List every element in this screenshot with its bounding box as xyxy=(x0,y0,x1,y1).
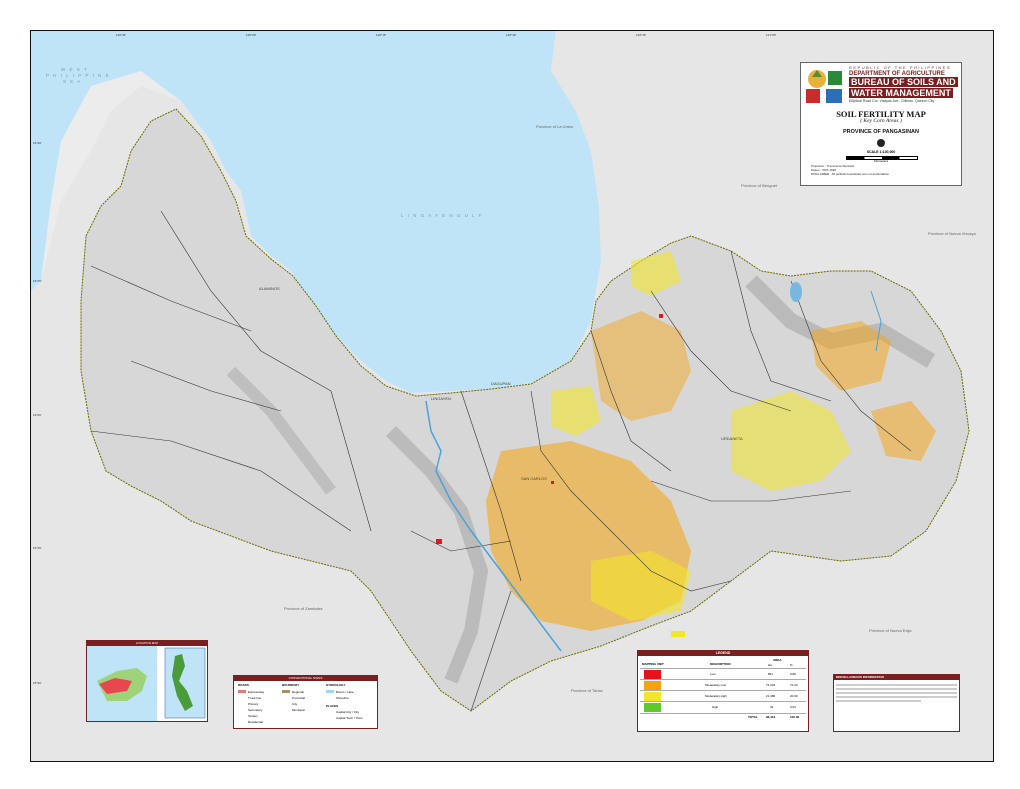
republic-text: REPUBLIC OF THE PHILIPPINES xyxy=(849,65,951,70)
sign-item: Expressway xyxy=(248,690,265,694)
lon-tick: 120°30' xyxy=(506,33,517,37)
projection-value: Transverse Mercator xyxy=(826,164,855,168)
town-label: ALAMINOS xyxy=(259,286,280,291)
legend-pct: 0.86 xyxy=(790,672,796,676)
sign-item: Rivers / Lake xyxy=(336,690,354,694)
sign-item: Provincial xyxy=(292,696,306,700)
lon-tick: 121°00' xyxy=(766,33,777,37)
province-label-benguet: Province of Benguet xyxy=(741,183,778,188)
lon-tick: 120°45' xyxy=(636,33,647,37)
legend-pct: 72.33 xyxy=(790,683,798,687)
legend-swatch-moderately-low xyxy=(644,681,661,690)
town-label: LINGAYEN xyxy=(431,396,451,401)
signs-col-hydrology: HYDROLOGY xyxy=(326,683,346,687)
misc-title: MISCELLANEOUS INFORMATION xyxy=(834,675,959,680)
legend-col-area: AREA xyxy=(773,658,782,662)
sign-item: Municipal xyxy=(292,708,305,712)
sign-item: City xyxy=(292,702,298,706)
bureau-line-1: BUREAU OF SOILS AND xyxy=(851,77,956,87)
province-label-zambales: Province of Zambales xyxy=(284,606,323,611)
legend-swatch-moderately-high xyxy=(644,692,661,701)
misc-info xyxy=(833,674,960,732)
projection-label: Projection xyxy=(811,164,825,168)
title-block xyxy=(800,62,962,186)
legend-ha: 42 xyxy=(770,705,774,709)
lat-tick: 15°30' xyxy=(33,681,42,685)
scale-unit: Kilometers xyxy=(873,159,889,163)
town-label: URDANETA xyxy=(721,436,743,441)
sign-item: Shoreline xyxy=(336,696,349,700)
map-subtitle: ( Key Corn Areas ) xyxy=(860,118,902,124)
sign-item: Primary xyxy=(248,702,259,706)
signs-col-boundary: BOUNDARY xyxy=(282,683,300,687)
lon-tick: 120°00' xyxy=(246,33,257,37)
legend-desc: High xyxy=(712,705,719,709)
misc-text-block xyxy=(834,680,959,706)
boundary-swatch xyxy=(282,690,290,693)
province-label-la-union: Province of La Union xyxy=(536,124,574,129)
north-arrow-icon xyxy=(877,139,885,147)
department-text: DEPARTMENT OF AGRICULTURE xyxy=(849,71,945,77)
legend-col-desc: DESCRIPTION xyxy=(710,662,731,666)
conventional-signs xyxy=(233,675,378,729)
signs-col-roads: ROADS xyxy=(238,683,249,687)
province-name: PROVINCE OF PANGASINAN xyxy=(843,129,919,135)
bswm-logo-icon xyxy=(804,65,844,105)
lat-tick: 16°15' xyxy=(33,279,42,283)
legend-total-ha: 96,413 xyxy=(766,715,776,719)
legend-pct: 0.04 xyxy=(790,705,796,709)
legend-col-unit: MAPPING UNIT xyxy=(642,662,664,666)
location-map xyxy=(86,640,208,722)
sign-item: Capital Town / Town xyxy=(336,716,363,720)
legend-ha: 861 xyxy=(768,672,774,676)
legend-total-pct: 100.00 xyxy=(790,715,800,719)
signs-title: CONVENTIONAL SIGNS xyxy=(234,676,377,681)
legend-total-row xyxy=(640,713,806,720)
location-map-title: LOCATION MAP xyxy=(87,641,207,646)
datum-value: PRS 1992 xyxy=(822,168,837,172)
legend-ha: 21,486 xyxy=(766,694,776,698)
sign-item: Regional xyxy=(292,690,304,694)
lat-tick: 16°30' xyxy=(33,141,42,145)
legend-swatch-high xyxy=(644,703,661,712)
sign-item: PLACES xyxy=(326,704,339,708)
map-title: SOIL FERTILITY MAP xyxy=(836,109,926,119)
province-label-nueva-vizcaya: Province of Nueva Vizcaya xyxy=(928,231,976,236)
legend xyxy=(637,650,809,732)
address-text: Elliptical Road Cor. Visayas Ave., Diliman, Quezon City xyxy=(849,99,935,103)
sea-label-west: W E S T xyxy=(61,67,89,72)
lat-tick: 15°45' xyxy=(33,546,42,550)
province-label-tarlac: Province of Tarlac xyxy=(571,688,603,693)
province-label-nueva-ecija: Province of Nueva Ecija xyxy=(869,628,912,633)
sign-item: Capital City / City xyxy=(336,710,360,714)
disclaimer: DISCLAIMER : All political boundaries are not authoritative xyxy=(811,172,889,176)
lon-tick: 119°45' xyxy=(116,33,126,37)
sign-item: Residential xyxy=(248,720,263,724)
scale-text: SCALE 1:120,000 xyxy=(866,150,896,154)
legend-col-pct: % xyxy=(790,663,793,667)
lat-tick: 16°00' xyxy=(33,413,42,417)
gulf-label: L I N G A Y E N G U L F xyxy=(401,213,484,218)
sea-label-sea: S E A xyxy=(63,79,82,84)
legend-desc: Low xyxy=(710,672,716,676)
road-swatch xyxy=(238,690,246,693)
sea-label-philippine: P H I L I P P I N E xyxy=(46,73,111,78)
lon-tick: 120°15' xyxy=(376,33,387,37)
location-map-canvas xyxy=(87,646,207,721)
legend-ha: 74,024 xyxy=(766,683,776,687)
sign-item: Trunk line xyxy=(248,696,262,700)
sign-item: Secondary xyxy=(248,708,263,712)
town-label: SAN CARLOS xyxy=(521,476,547,481)
town-label: DAGUPAN xyxy=(491,381,511,386)
legend-swatch-low xyxy=(644,670,661,679)
bureau-line-2: WATER MANAGEMENT xyxy=(851,88,951,98)
legend-pct: 20.99 xyxy=(790,694,798,698)
legend-total-label: TOTAL xyxy=(748,715,758,719)
legend-col-ha: Ha xyxy=(768,663,772,667)
sign-item: Tertiary xyxy=(248,714,258,718)
legend-desc: Moderately Low xyxy=(705,683,727,687)
projection-info: Projection : Transverse Mercator Datum : PRS 1992 DISCLAIMER : All political boundaries are not authoritative xyxy=(811,164,889,176)
datum-label: Datum xyxy=(811,168,820,172)
legend-desc: Moderately High xyxy=(705,694,727,698)
hydrology-swatch xyxy=(326,690,334,693)
legend-title: LEGEND xyxy=(638,651,808,656)
legend-row xyxy=(640,701,806,713)
